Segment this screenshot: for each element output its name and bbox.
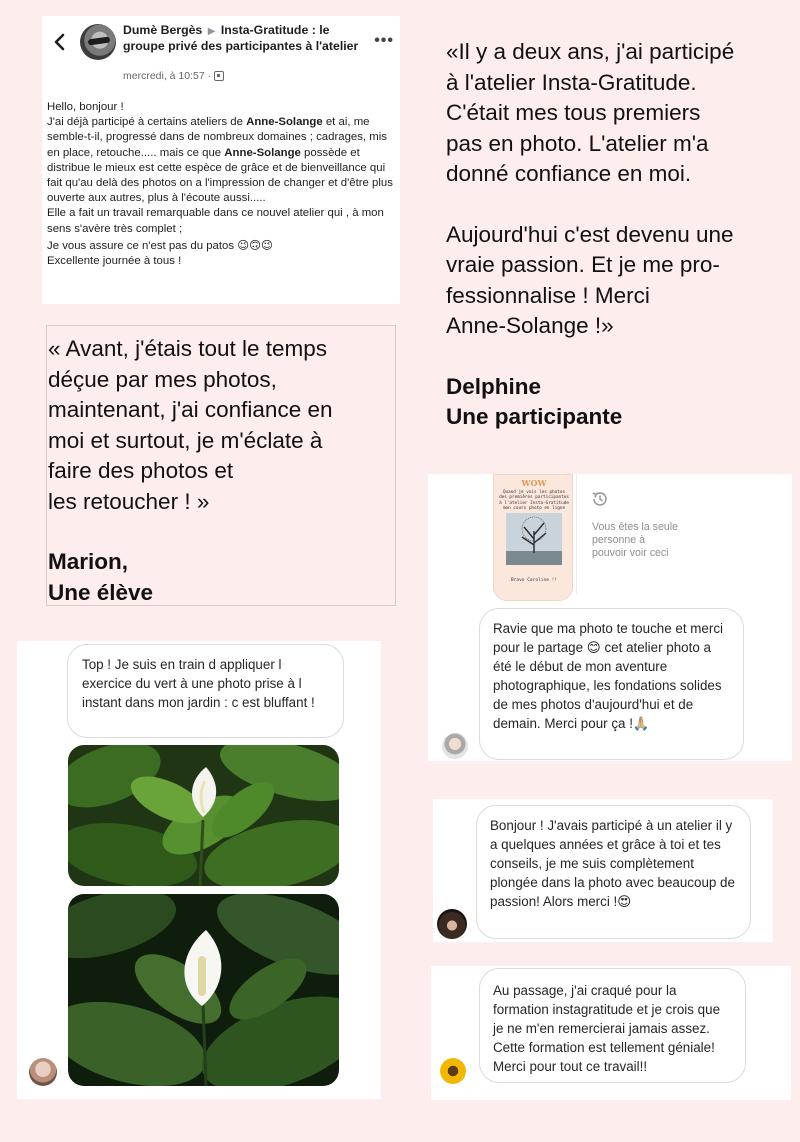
quote-line: «Il y a deux ans, j'ai participé [446,39,735,64]
chat-card-thanks [433,799,773,942]
post-body [47,100,397,269]
quote-line: Aujourd'hui c'est devenu une [446,221,734,247]
post-header [123,23,363,54]
privacy-note: Vous êtes la seule personne à pouvoir voir ceci [592,521,678,559]
mention-name[interactable]: Anne-Solange [224,146,301,159]
peace-lily-image [68,745,339,886]
group-name[interactable]: Insta-Gratitude : le groupe privé des participantes à l'atelier [123,23,359,53]
sender-avatar[interactable] [29,1058,57,1086]
chat-card-formation [431,966,791,1100]
quote-line: à l'atelier Insta-Gratitude. [446,69,697,95]
quote-line: déçue par mes photos, [48,366,277,392]
post-paragraph-3: Je vous assure ce n'est pas du patos 😉🙃😉 [47,239,273,252]
quote-line: fessionnalise ! Merci [446,282,650,308]
story-title: WOW [521,478,547,488]
winter-tree-image [506,513,562,565]
author-name[interactable]: Dumè Bergès [123,23,203,37]
chat-card-photos [17,641,381,1099]
more-options-icon[interactable]: ••• [374,32,394,49]
signature-name: Delphine [446,373,542,399]
peace-lily-closeup-image [68,894,339,1086]
quote-line: vraie passion. Et je me pro- [446,252,720,277]
quote-line: Anne-Solange !» [446,313,614,338]
quote-line: « Avant, j'étais tout le temps [48,336,328,361]
signature-name: Marion, [48,549,129,574]
divider [576,474,577,594]
post-paragraph-4: Excellente journée à tous ! [47,255,182,268]
plant-photo-1[interactable] [68,745,339,886]
post-timestamp[interactable]: mercredi, à 10:57 · [123,70,212,82]
quote-line: moi et surtout, je m'éclate à [48,427,323,453]
quote-line: les retoucher ! » [48,488,210,514]
quote-paragraph-2 [446,220,796,342]
post-paragraph-1: J'ai déjà participé à certains ateliers de Anne-Solange et ai, me semble-t-il, progressé dans de nombreux domaines ; cadrages, mis en place, retouche..... mais ce que Anne-Solange possède et distribue le mieux est cette espèce de grâce et de bienveillance qui fait qu'au delà des photos on a l'impression de changer et d'être plus ouverte aux autres, plus à l'écoute aussi..... [47,116,393,205]
quote-line: C'était mes tous premiers [446,100,701,125]
story-footer: Bravo Caroline !! [510,578,558,583]
quote-line: donné confiance en moi. [446,161,692,186]
quote-line: faire des photos et [48,458,234,483]
caret-right-icon: ▶ [207,26,216,37]
signature-role: Une élève [48,579,154,605]
post-paragraph-2: Elle a fait un travail remarquable dans ce nouvel atelier qui , à mon sens s'avère très complet ; [47,207,384,235]
mention-name[interactable]: Anne-Solange [246,116,323,129]
post-greeting: Hello, bonjour ! [47,101,124,113]
message-bubble[interactable]: Bonjour ! J'avais participé à un atelier il y a quelques années et grâce à toi et tes conseils, je me suis complètement plongée dans la photo avec beaucoup de passion! Alors merci !😍 [476,805,751,939]
plant-photo-2[interactable] [68,894,339,1086]
quote-signature [48,547,395,608]
message-bubble[interactable]: Au passage, j'ai craqué pour la formation instagratitude et je crois que je ne m'en remercierai jamais assez. Cette formation est tellement géniale! Merci pour tout ce travail!! [479,968,746,1083]
quote-line: pas en photo. L'atelier m'a [446,130,709,156]
testimonial-delphine [446,37,796,433]
quote-signature [446,372,796,433]
privacy-icon [214,71,224,81]
story-text: Quand je vois les photos des premières participantes à l'atelier Insta-Gratitude mon cours photo en ligne [499,490,569,512]
author-avatar[interactable] [80,24,116,60]
quote-line: maintenant, j'ai confiance en [48,397,333,422]
signature-role: Une participante [446,404,623,429]
testimonial-marion [46,325,396,606]
sender-avatar[interactable] [442,733,468,759]
message-bubble[interactable]: Ravie que ma photo te touche et merci pour le partage 😊 cet atelier photo a été le début de mon aventure photographique, les fondations solides de mes photos d'aujourd'hui et de demain. Merci pour ça !🙏🏼 [479,608,744,760]
facebook-post-card [42,16,400,304]
sender-avatar-sunflower[interactable] [440,1058,466,1084]
sender-avatar[interactable] [437,909,467,939]
history-icon [590,489,610,509]
post-meta [123,70,224,82]
quote-paragraph-1 [446,37,796,190]
message-bubble[interactable]: Top ! Je suis en train d appliquer l exercice du vert à une photo prise à l instant dans mon jardin : c est bluffant ! [67,644,344,738]
back-arrow-icon[interactable] [52,32,66,52]
chat-card-story-reply [428,474,792,761]
story-preview[interactable] [493,474,573,601]
